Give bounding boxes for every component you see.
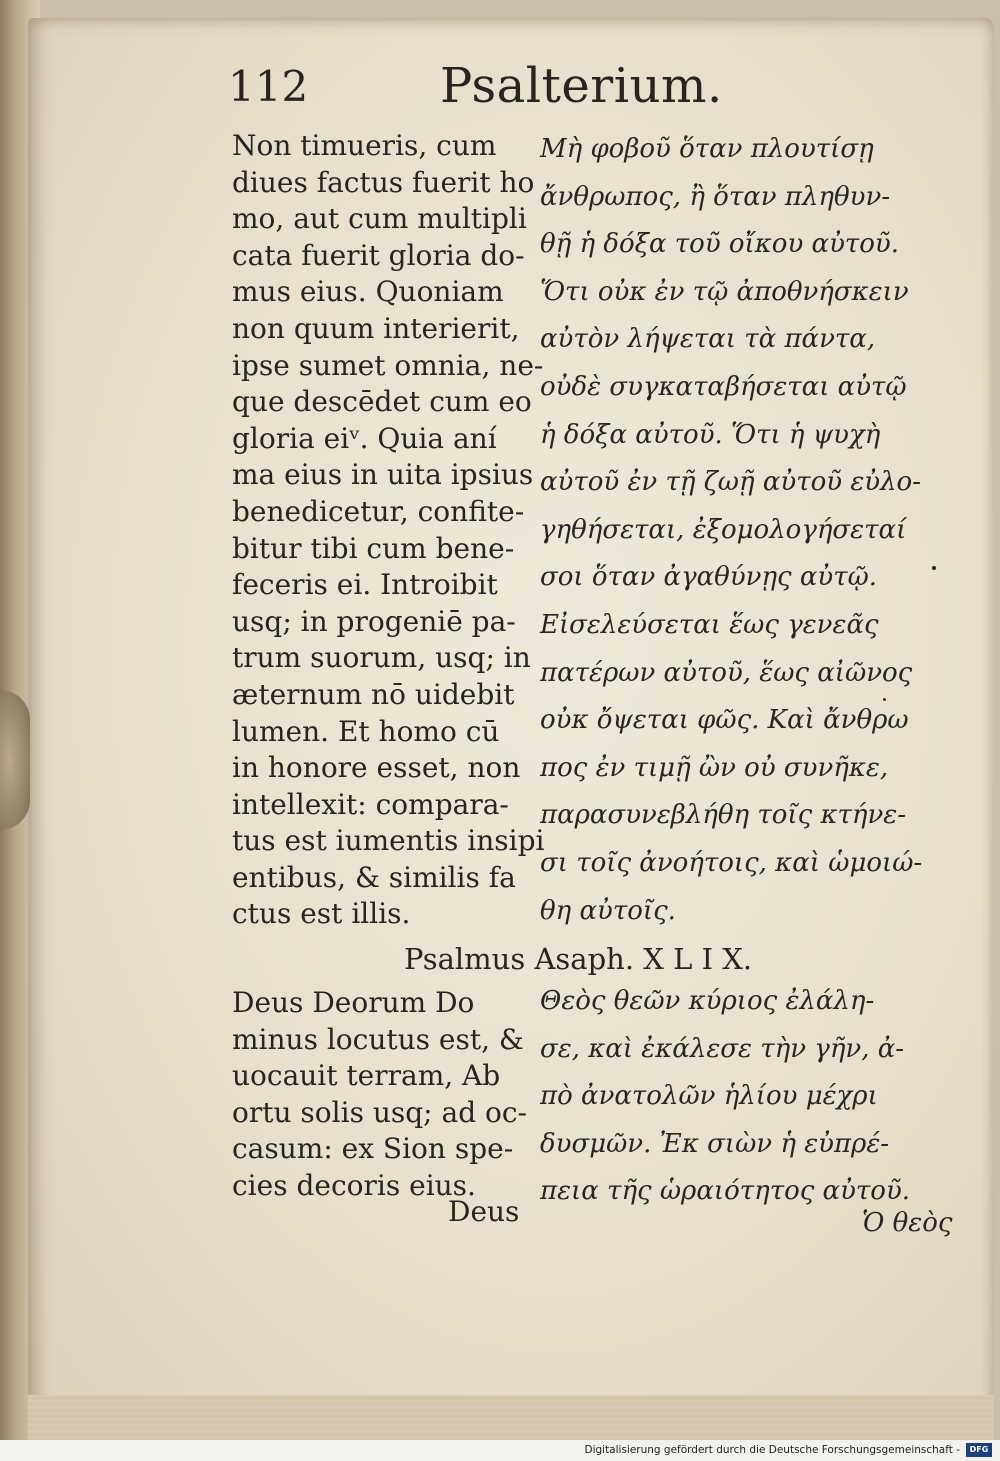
- greek-line: παρασυνεβλήθη τοῖς κτήνε-: [540, 800, 906, 831]
- latin-column-top: [232, 128, 545, 933]
- latin-line: mus eius. Quoniam: [232, 275, 504, 309]
- greek-line: πὸ ἀνατολῶν ἡλίου μέχρι: [540, 1081, 878, 1112]
- latin-line: non quum interierit,: [232, 311, 520, 345]
- latin-line: gloria eiᵛ. Quia aní: [232, 421, 497, 455]
- latin-line: diues factus fuerit ho: [232, 165, 535, 199]
- greek-line: δυσμῶν. Ἐκ σιὼν ἡ εὐπρέ-: [540, 1128, 890, 1159]
- greek-column-bottom: [540, 978, 960, 1216]
- latin-line: Deus Deorum Do: [232, 986, 475, 1019]
- greek-line: πεια τῆς ὡραιότητος αὐτοῦ.: [540, 1176, 911, 1207]
- greek-line: οὐδὲ συγκαταβήσεται αὐτῷ: [540, 371, 907, 402]
- greek-line: σοι ὅταν ἀγαθύνῃς αὐτῷ.: [540, 562, 878, 593]
- greek-line: θῇ ἡ δόξα τοῦ οἴκου αὐτοῦ.: [540, 229, 899, 260]
- latin-line: æternum nō uidebit: [232, 677, 515, 711]
- greek-line: οὐκ ὄψεται φῶς. Καὶ ἄνθρω: [540, 705, 909, 736]
- latin-line: ctus est illis.: [232, 897, 411, 931]
- latin-line: mo, aut cum multipli: [232, 202, 527, 236]
- latin-line: feceris ei. Introibit: [232, 568, 498, 602]
- latin-column-bottom: [232, 985, 528, 1205]
- latin-line: casum: ex Sion spe-: [232, 1132, 514, 1166]
- greek-line: πος ἐν τιμῇ ὢν οὐ συνῆκε,: [540, 752, 889, 783]
- latin-line: tus est iumentis insipi: [232, 824, 545, 858]
- ink-dot: [932, 566, 936, 570]
- latin-line: lumen. Et homo cū: [232, 714, 500, 748]
- greek-line: αὐτὸν λήψεται τὰ πάντα,: [540, 324, 876, 355]
- catchword-greek: Ὁ θεὸς: [862, 1208, 953, 1238]
- page-block-edge: [28, 1395, 994, 1440]
- greek-line: σι τοῖς ἀνοήτοις, καὶ ὡμοιώ-: [540, 847, 923, 878]
- greek-line: γηθήσεται, ἐξομολογήσεταί: [540, 514, 907, 545]
- latin-line: ma eius in uita ipsius: [232, 458, 534, 492]
- latin-line: que descēdet cum eo: [232, 385, 532, 419]
- greek-column-top: [540, 126, 960, 935]
- ink-speck: [883, 698, 886, 701]
- greek-line: Μὴ φοβοῦ ὅταν πλουτίσῃ: [540, 134, 874, 164]
- latin-line: ipse sumet omnia, ne-: [232, 348, 544, 382]
- latin-line: in honore esset, non: [232, 751, 521, 785]
- latin-line: minus locutus est, &: [232, 1022, 524, 1056]
- latin-line: bitur tibi cum bene-: [232, 531, 515, 565]
- greek-line: ἄνθρωπος, ἢ ὅταν πληθυν-: [540, 181, 891, 212]
- running-head: Psalterium.: [440, 58, 723, 114]
- greek-line: αὐτοῦ ἐν τῇ ζωῇ αὐτοῦ εὐλο-: [540, 467, 921, 498]
- latin-line: cies decoris eius.: [232, 1168, 476, 1202]
- psalm-title: Psalmus Asaph. X L I X.: [404, 942, 753, 976]
- latin-line: trum suorum, usq; in: [232, 641, 531, 675]
- greek-line: Θεὸς θεῶν κύριος ἐλάλη-: [540, 986, 875, 1016]
- latin-line: intellexit: compara-: [232, 787, 509, 821]
- greek-line: ἡ δόξα αὐτοῦ. Ὅτι ἡ ψυχὴ: [540, 419, 881, 450]
- greek-line: Εἰσελεύσεται ἕως γενεᾶς: [540, 609, 879, 640]
- greek-line: θη αὐτοῖς.: [540, 895, 676, 926]
- catchword-latin: Deus: [448, 1195, 520, 1228]
- latin-line: Non timueris, cum: [232, 129, 497, 162]
- dfg-logo: DFG: [966, 1443, 992, 1457]
- funding-credit: Digitalisierung gefördert durch die Deutsche Forschungsgemeinschaft -: [584, 1444, 960, 1456]
- latin-line: uocauit terram, Ab: [232, 1059, 501, 1093]
- latin-line: usq; in progeniē pa-: [232, 604, 516, 638]
- latin-line: entibus, & similis fa: [232, 860, 516, 894]
- page-number: 112: [228, 62, 309, 111]
- latin-line: ortu solis usq; ad oc-: [232, 1095, 528, 1129]
- greek-line: Ὅτι οὐκ ἐν τῷ ἀποθνήσκειν: [540, 276, 909, 307]
- footer-bar: [0, 1440, 1000, 1461]
- latin-line: cata fuerit gloria do-: [232, 238, 525, 272]
- greek-line: σε, καὶ ἐκάλεσε τὴν γῆν, ἀ-: [540, 1033, 905, 1064]
- latin-line: benedicetur, confite-: [232, 494, 525, 528]
- book-clasp: [0, 690, 30, 830]
- greek-line: πατέρων αὐτοῦ, ἕως αἰῶνος: [540, 657, 913, 688]
